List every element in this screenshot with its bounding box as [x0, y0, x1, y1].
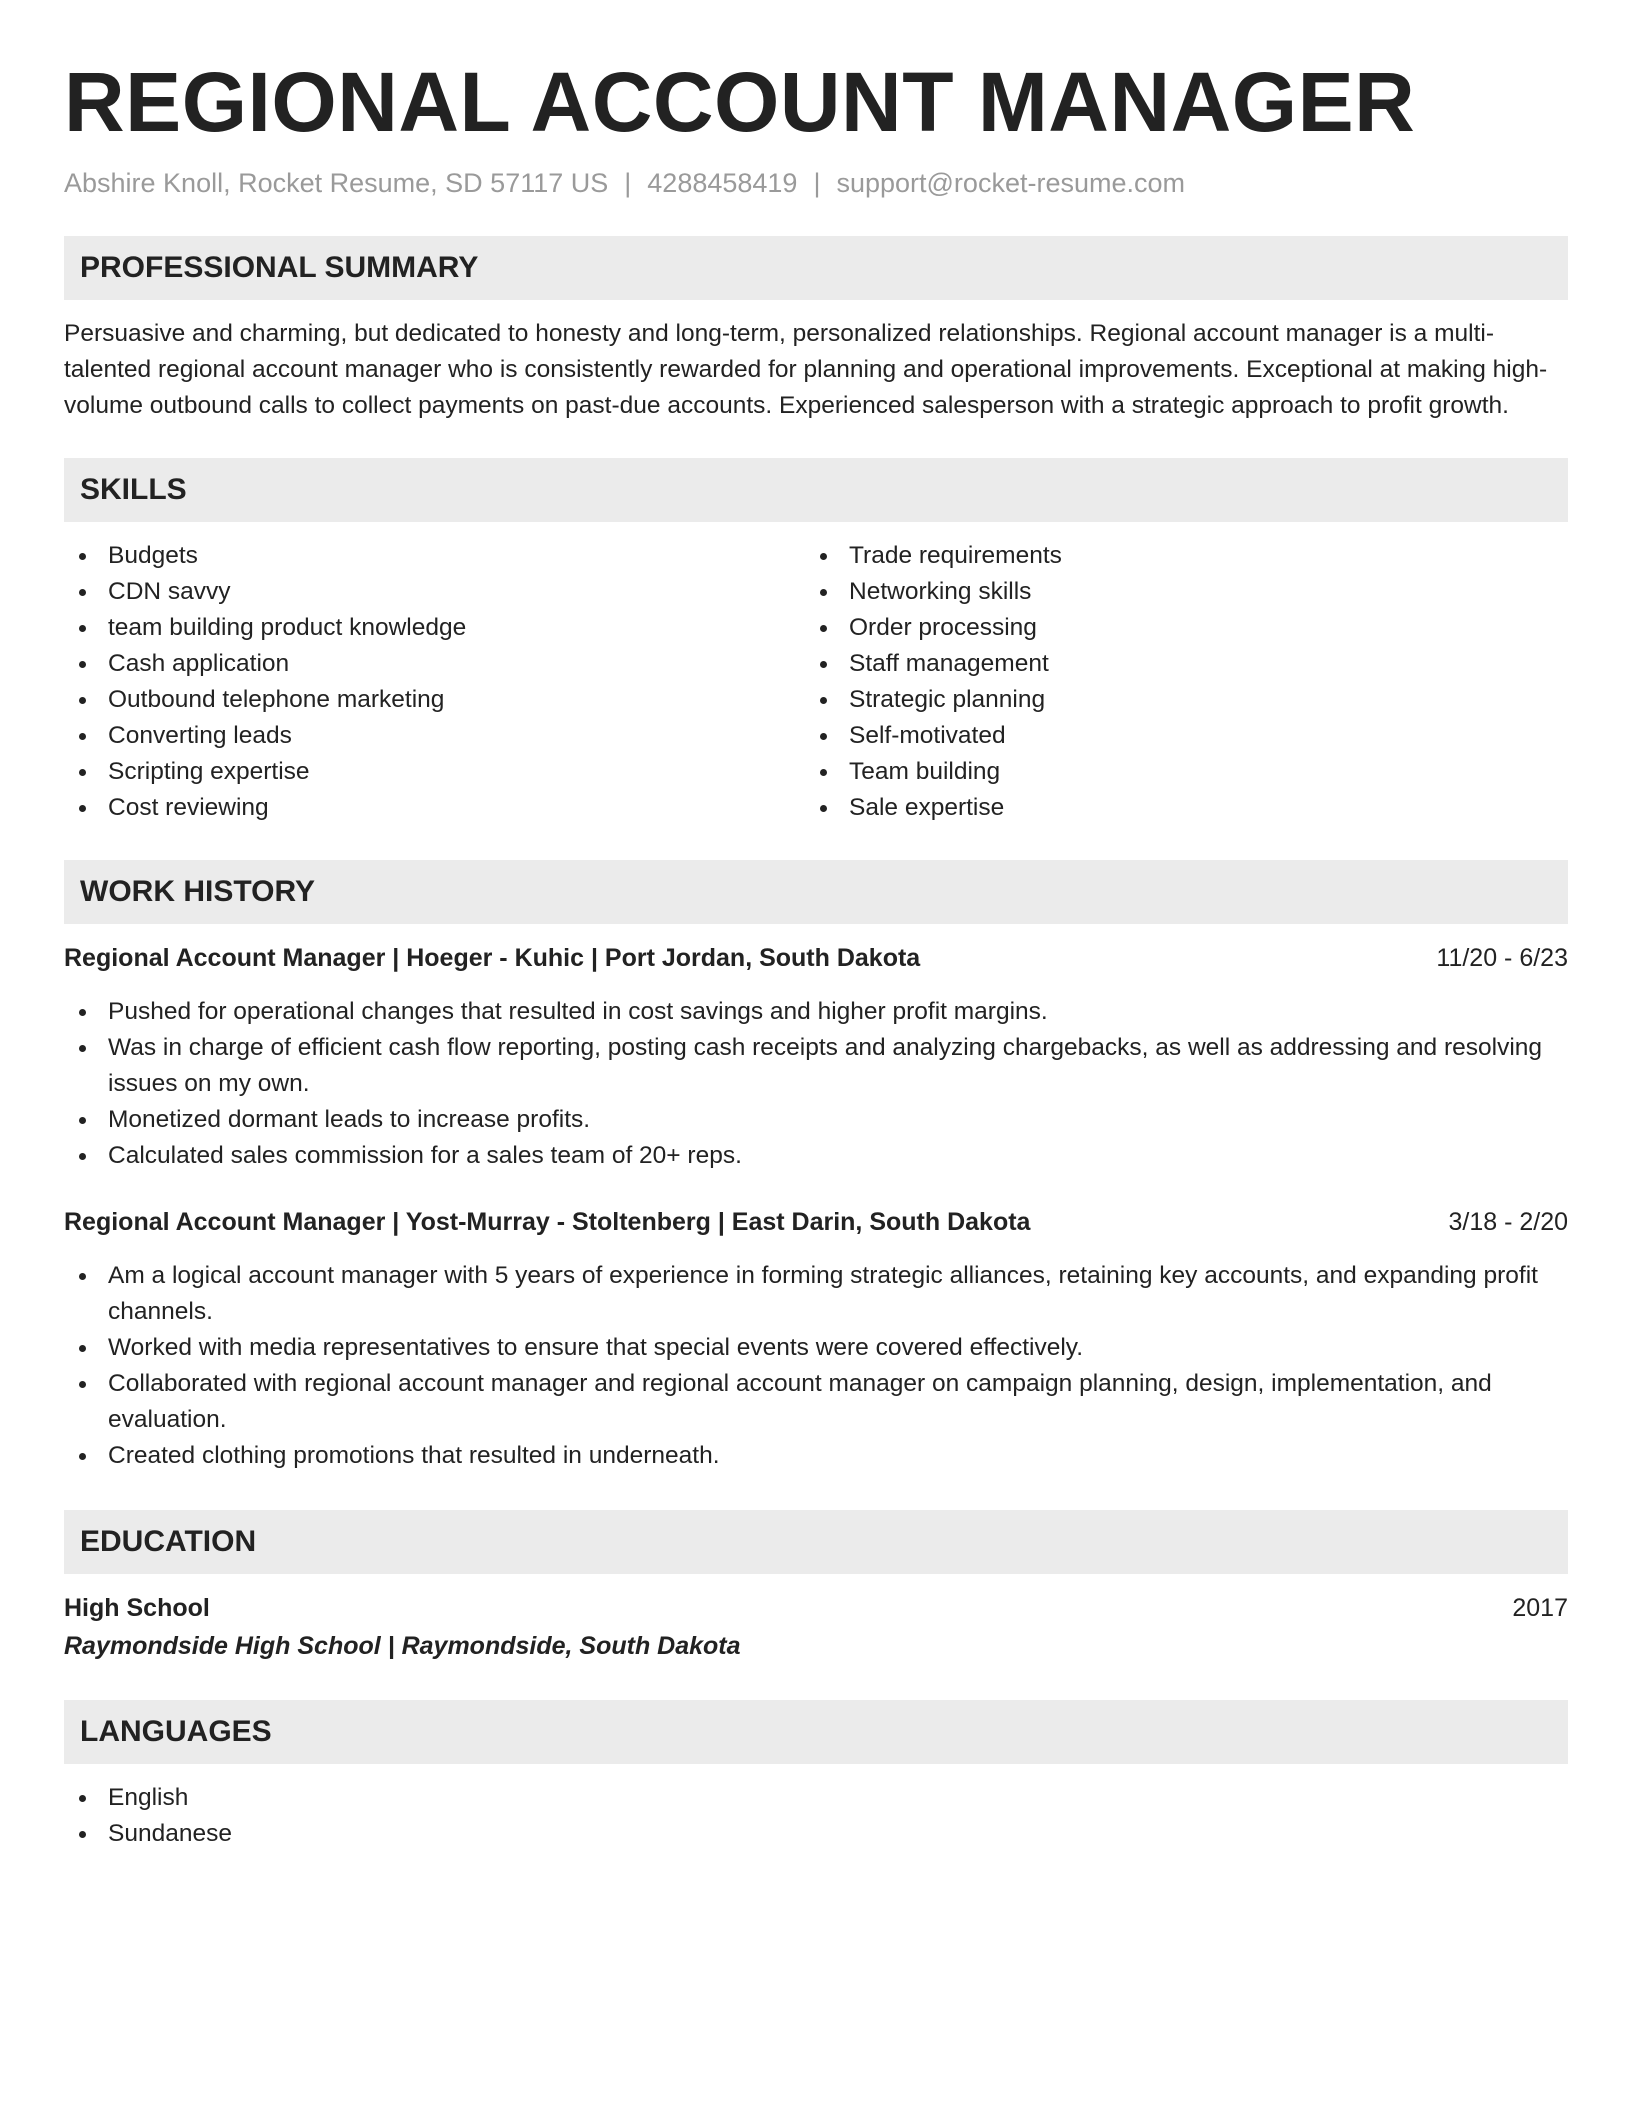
skills-list-right	[805, 538, 1546, 826]
job-bullet: Calculated sales commission for a sales team of 20+ reps.	[64, 1138, 1568, 1174]
skill-item: Cash application	[64, 646, 805, 682]
job-bullet: Pushed for operational changes that resulted in cost savings and higher profit margins.	[64, 994, 1568, 1030]
language-item: Sundanese	[64, 1816, 1568, 1852]
skill-item: Cost reviewing	[64, 790, 805, 826]
job-bullet: Collaborated with regional account manager and regional account manager on campaign planning, design, implementation, and evaluation.	[64, 1366, 1568, 1438]
section-header-work-history: WORK HISTORY	[64, 860, 1568, 924]
languages-list	[64, 1780, 1568, 1852]
job-bullet: Am a logical account manager with 5 years of experience in forming strategic alliances, retaining key accounts, and expanding profit channels.	[64, 1258, 1568, 1330]
contact-email: support@rocket-resume.com	[836, 168, 1185, 199]
contact-phone: 4288458419	[647, 168, 798, 199]
job-bullet: Created clothing promotions that resulted in underneath.	[64, 1438, 1568, 1474]
skill-item: CDN savvy	[64, 574, 805, 610]
skill-item: Scripting expertise	[64, 754, 805, 790]
skill-item: Budgets	[64, 538, 805, 574]
candidate-title: REGIONAL ACCOUNT MANAGER	[64, 55, 1416, 149]
skill-item: Self-motivated	[805, 718, 1546, 754]
job-header	[64, 1204, 1568, 1240]
job-title: Regional Account Manager | Yost-Murray - Stoltenberg | East Darin, South Dakota	[64, 1208, 1031, 1237]
education-entry	[64, 1590, 1568, 1664]
job-dates: 11/20 - 6/23	[1436, 944, 1568, 973]
skill-item: team building product knowledge	[64, 610, 805, 646]
job-header	[64, 940, 1568, 976]
skills-list-left	[64, 538, 805, 826]
education-year: 2017	[1512, 1594, 1568, 1623]
contact-separator: |	[813, 168, 821, 199]
section-header-education: EDUCATION	[64, 1510, 1568, 1574]
education-header	[64, 1590, 1568, 1626]
skill-item: Networking skills	[805, 574, 1546, 610]
skill-item: Outbound telephone marketing	[64, 682, 805, 718]
section-header-skills: SKILLS	[64, 458, 1568, 522]
education-school: Raymondside High School | Raymondside, South Dakota	[64, 1632, 741, 1661]
skill-item: Converting leads	[64, 718, 805, 754]
skill-item: Strategic planning	[805, 682, 1546, 718]
skill-item: Order processing	[805, 610, 1546, 646]
language-item: English	[64, 1780, 1568, 1816]
job-bullet: Worked with media representatives to ensure that special events were covered effectively.	[64, 1330, 1568, 1366]
job-bullet: Monetized dormant leads to increase profits.	[64, 1102, 1568, 1138]
contact-separator: |	[624, 168, 632, 199]
section-header-summary: PROFESSIONAL SUMMARY	[64, 236, 1568, 300]
job-bullet: Was in charge of efficient cash flow reporting, posting cash receipts and analyzing chargebacks, as well as addressing and resolving issues on my own.	[64, 1030, 1568, 1102]
skill-item: Trade requirements	[805, 538, 1546, 574]
job-entry	[64, 1204, 1568, 1474]
skill-item: Staff management	[805, 646, 1546, 682]
skill-item: Team building	[805, 754, 1546, 790]
skill-item: Sale expertise	[805, 790, 1546, 826]
section-header-languages: LANGUAGES	[64, 1700, 1568, 1764]
job-entry	[64, 940, 1568, 1174]
job-dates: 3/18 - 2/20	[1448, 1208, 1568, 1237]
contact-line	[64, 168, 1568, 199]
contact-address: Abshire Knoll, Rocket Resume, SD 57117 US	[64, 168, 609, 199]
summary-text: Persuasive and charming, but dedicated to honesty and long-term, personalized relationships. Regional account manager is a multi-talented regional account manager who is consistently rewarded for planning and operational improvements. Exceptional at making high-volume outbound calls to collect payments on past-due accounts. Experienced salesperson with a strategic approach to profit growth.	[64, 320, 1548, 420]
job-bullets	[64, 1258, 1568, 1474]
job-bullets	[64, 994, 1568, 1174]
skills-grid	[64, 538, 1568, 826]
education-degree: High School	[64, 1594, 210, 1623]
job-title: Regional Account Manager | Hoeger - Kuhic | Port Jordan, South Dakota	[64, 944, 921, 973]
